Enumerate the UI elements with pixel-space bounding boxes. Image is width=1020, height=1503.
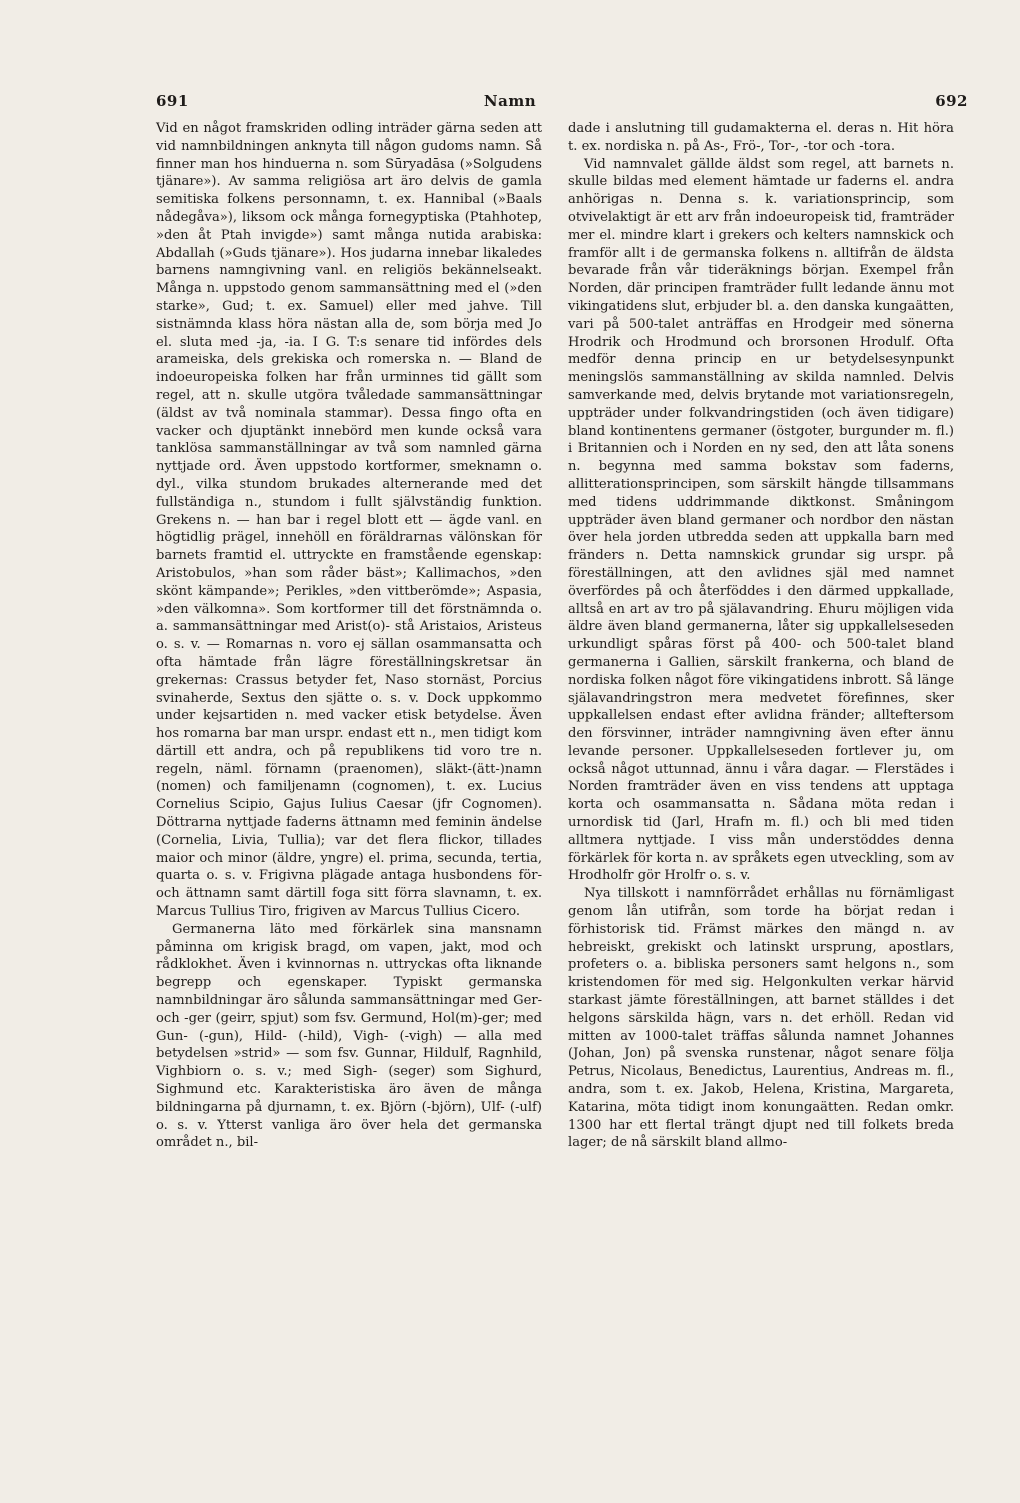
right-text-column: [568, 120, 954, 1152]
paragraph: Nya tillskott i namnförrådet erhållas nu förnämligast genom lån utifrån, som torde ha börjat redan i förhistorisk tid. Främst märkes den mängd n. av hebreiskt, grekiskt och latinskt ursprung, apostlars, profeters o. a. bibliska personers samt helgons n., som kristendomen för med sig. Helgonkulten verkar härvid starkast jämte föreställningen, att barnet ställdes i det helgons särskilda hägn, vars n. det erhöll. Redan vid mitten av 1000-talet träffas sålunda namnet Johannes (Johan, Jon) på svenska runstenar, något senare följa Petrus, Nicolaus, Benedictus, Laurentius, Andreas m. fl., andra, som t. ex. Jakob, Helena, Kristina, Margareta, Katarina, möta tidigt inom konungaätten. Redan omkr. 1300 har ett flertal trängt djupt ned till folkets breda lager; de nå särskilt bland allmo-: [568, 886, 954, 1151]
paragraph: Germanerna läto med förkärlek sina mansnamn påminna om krigisk bragd, om vapen, jakt, mod och rådklokhet. Även i kvinnornas n. uttryckas ofta liknande begrepp och egenskaper. Typiskt germanska namnbildningar äro sålunda sammansättningar med Ger- och -ger (geirr, spjut) som fsv. Germund, Hol(m)-ger; med Gun- (-gun), Hild- (-hild), Vigh- (-vigh) — alla med betydelsen »strid» — som fsv. Gunnar, Hildulf, Ragnhild, Vighbiorn o. s. v.; med Sigh- (seger) som Sighurd, Sighmund etc. Karakteristiska äro även de många bildningarna på djurnamn, t. ex. Björn (-björn), Ulf- (-ulf) o. s. v. Ytterst vanliga äro över hela det germanska området n., bil-: [156, 921, 542, 1151]
left-text-column: [156, 120, 542, 1152]
page-number-right: 692: [935, 92, 968, 110]
paragraph: Vid en något framskriden odling inträder gärna seden att vid namnbildningen anknyta till någon gudoms namn. Så finner man hos hinduerna n. som Sūryadāsa (»Solgudens tjänare»). Av samma religiösa art äro delvis de gamla semitiska folkens personnamn, t. ex. Hannibal (»Baals nådegåva»), liksom ock många fornegyptiska (Ptahhotep, »den åt Ptah invigde») samt många nutida arabiska: Abdallah (»Guds tjänare»). Hos judarna innebar likaledes barnens namngivning vanl. en religiös bekännelseakt. Många n. uppstodo genom sammansättning med el (»den starke», Gud; t. ex. Samuel) eller med jahve. Till sistnämnda klass höra nästan alla de, som börja med Jo el. sluta med -ja, -ia. I G. T:s senare tid infördes dels arameiska, dels grekiska och romerska n. — Bland de indoeuropeiska folken har från urminnes tid gällt som regel, att n. skulle utgöra tvåledade sammansättningar (äldst av två nominala stammar). Dessa fingo ofta en vacker och djuptänkt innebörd men kunde också vara tanklösa sammanställningar av två som namnled gärna nyttjade ord. Även uppstodo kortformer, smeknamn o. dyl., vilka stundom brukades alternerande med det fullständiga n., stundom i fullt självständig funktion. Grekens n. — han bar i regel blott ett — ägde vanl. en högtidlig prägel, innehöll en föräldrarnas välönskan för barnets framtid el. uttryckte en framstående egenskap: Aristobulos, »han som råder bäst»; Kallimachos, »den skönt kämpande»; Perikles, »den vittberömde»; Aspasia, »den välkomna». Som kortformer till det förstnämnda o. a. sammansättningar med Arist(o)- stå Aristaios, Aristeus o. s. v. — Romarnas n. voro ej sällan osammansatta och ofta hämtade från lägre föreställningskretsar än grekernas: Crassus betyder fet, Naso stornäst, Porcius svinaherde, Sextus den sjätte o. s. v. Dock uppkommo under kejsartiden n. med vacker etisk betydelse. Även hos romarna bar man urspr. endast ett n., men tidigt kom därtill ett andra, och på republikens tid voro tre n. regeln, näml. förnamn (praenomen), släkt-(ätt-)namn (nomen) och familjenamn (cognomen), t. ex. Lucius Cornelius Scipio, Gajus Iulius Caesar (jfr Cognomen). Döttrarna nyttjade faderns ättnamn med feminin ändelse (Cornelia, Livia, Tullia); var det flera flickor, tillades maior och minor (äldre, yngre) el. prima, secunda, tertia, quarta o. s. v. Frigivna plägade antaga husbondens för- och ättnamn samt därtill foga sitt förra slavnamn, t. ex. Marcus Tullius Tiro, frigiven av Marcus Tullius Cicero.: [156, 121, 542, 920]
page-number-left: 691: [156, 92, 189, 110]
paragraph: dade i anslutning till gudamakterna el. deras n. Hit höra t. ex. nordiska n. på As-, Frö-, Tor-, -tor och -tora.: [568, 121, 954, 154]
paragraph: Vid namnvalet gällde äldst som regel, att barnets n. skulle bildas med element hämtade ur faderns el. andra anhörigas n. Denna s. k. variationsprincip, som otvivelaktigt är ett arv från indoeuropeisk tid, framträder mer el. mindre klart i grekers och kelters namnskick och framför allt i de germanska folkens n. alltifrån de äldsta bevarade från vår tideräknings början. Exempel från Norden, där principen framträder fullt ledande ännu mot vikingatidens slut, erbjuder bl. a. den danska kungaätten, vari på 500-talet anträffas en Hrodgeir med sönerna Hrodrik och Hrodmund och brorsonen Hrodulf. Ofta medför denna princip en ur betydelsesynpunkt meningslös sammanställning av skilda namnled. Delvis samverkande med, delvis brytande mot variationsregeln, uppträder under folkvandringstiden (och även tidigare) bland kontinentens germaner (östgoter, burgunder m. fl.) i Britannien och i Norden en ny sed, den att låta sonens n. begynna med samma bokstav som faderns, allitterationsprincipen, som särskilt hängde tillsammans med tidens uddrimmande diktkonst. Småningom uppträder även bland germaner och nordbor den nästan över hela jorden utbredda seden att uppkalla barn med fränders n. Detta namnskick grundar sig urspr. på föreställningen, att den avlidnes själ med namnet överfördes på och återföddes i den därmed uppkallade, alltså en art av tro på själavandring. Ehuru möjligen vida äldre även bland germanerna, låter sig uppkallelseseden urkundligt spåras först på 400- och 500-talet bland germanerna i Gallien, särskilt frankerna, och bland de nordiska folken något före vikingatidens inbrott. Så länge själavandringstron mera medvetet förefinnes, sker uppkallelsen endast efter avlidna fränder; allteftersom den försvinner, inträder namngivning även efter ännu levande personer. Uppkallelseseden fortlever ju, om också något uttunnad, ännu i våra dagar. — Flerstädes i Norden framträder även en viss tendens att upptaga korta och osammansatta n. Sådana möta redan i urnordisk tid (Jarl, Hrafn m. fl.) och bli med tiden alltmera nyttjade. I viss mån understöddes denna förkärlek för korta n. av språkets egen utveckling, som av Hrodholfr gör Hrolfr o. s. v.: [568, 156, 954, 884]
running-head-title: Namn: [483, 92, 537, 110]
